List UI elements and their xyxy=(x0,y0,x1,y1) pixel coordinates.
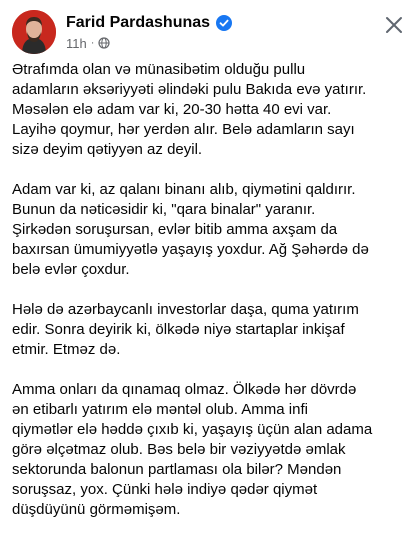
globe-icon xyxy=(98,37,110,49)
meta-separator: · xyxy=(90,37,95,49)
avatar-photo xyxy=(12,10,56,54)
post-meta xyxy=(66,35,110,51)
avatar[interactable] xyxy=(12,10,56,54)
post-paragraph: Hələ də azərbaycanlı investorlar daşa, quma yatırım edir. Sonra deyirik ki, ölkədə niyə startaplar inkişaf etmir. Etməz də. xyxy=(12,301,359,358)
post-paragraph: Adam var ki, az qalanı binanı alıb, qiymətini qaldırır. Bunun da nəticəsidir ki, "qara binalar" yaranır. Şirkədən soruşursan, evlər bitib amma axşam da baxırsan ümumiyyətlə yaşayış yoxdur. Ağ Şəhərdə də belə evlər çoxdur. xyxy=(12,181,369,278)
close-button[interactable] xyxy=(383,14,405,36)
close-icon xyxy=(383,14,405,36)
post-time[interactable]: 11h xyxy=(66,35,87,51)
post-header xyxy=(12,10,407,54)
post-paragraph: Amma onları da qınamaq olmaz. Ölkədə hər dövrdə ən etibarlı yatırım elə məntəl olub. Amma infi qiymətlər elə həddə çıxıb ki, yaşayış üçün alan adama görə əlçətmaz olub. Bəs belə bir vəziyyətdə əmlak sektorunda balonun partlaması ola bilər? Məndən soruşsaz, yox. Çünki hələ indiyə qədər qiymət düşdüyünü görməmişəm. xyxy=(12,381,373,518)
author-name[interactable]: Farid Pardashunas xyxy=(66,14,211,31)
author-line xyxy=(66,13,232,33)
post-paragraph: Ətrafımda olan və münasibətim olduğu pullu adamların əksəriyyəti əlindəki pulu Bakıda evə yatırır. Məsələn elə adam var ki, 20-30 hətta 40 evi var. Layihə qoymur, hər yerdən alır. Belə adamların sayı sizə deyim qətiyyən az deyil. xyxy=(12,61,367,158)
post-body xyxy=(12,60,407,540)
verified-badge-icon xyxy=(216,15,232,31)
